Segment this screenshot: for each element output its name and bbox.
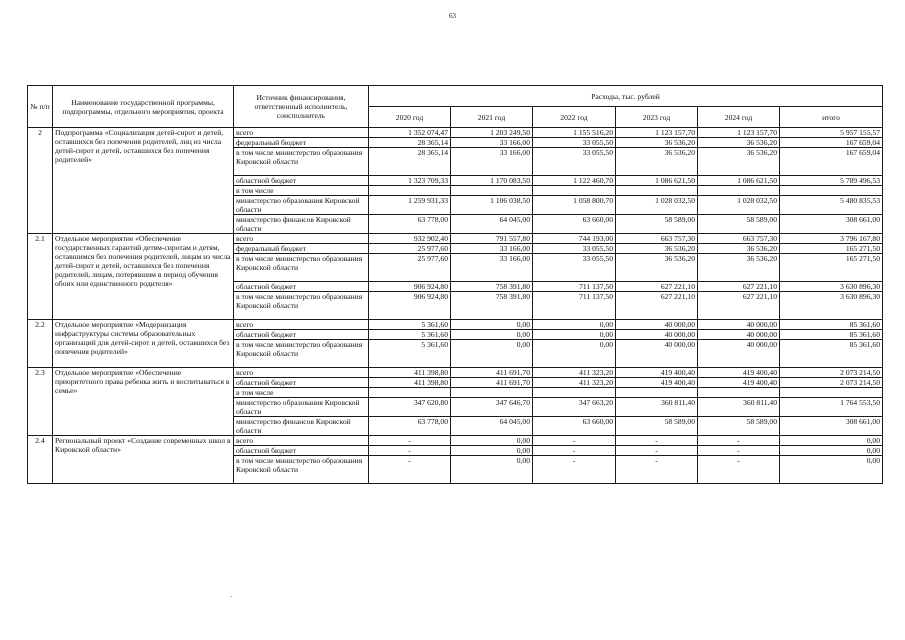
amount-2022: 744 193,00 — [533, 234, 616, 244]
amount-total: 5 957 155,57 — [780, 128, 883, 138]
amount-2022: 33 055,50 — [533, 244, 616, 254]
table-row — [28, 128, 883, 138]
amount-total: 85 361,60 — [780, 330, 883, 340]
funding-source: в том числе министерство образования Кировской области — [234, 340, 369, 368]
funding-source: федеральный бюджет — [234, 138, 369, 148]
amount-total: 85 361,60 — [780, 320, 883, 330]
amount-2020: 1 259 931,33 — [369, 196, 451, 215]
amount-2023: 36 536,20 — [616, 148, 698, 176]
funding-source: областной бюджет — [234, 330, 369, 340]
amount-2021: 1 203 249,50 — [451, 128, 533, 138]
table-body — [28, 128, 883, 484]
amount-2022: 33 055,50 — [533, 254, 616, 282]
funding-source: областной бюджет — [234, 282, 369, 292]
amount-2020: 25 977,60 — [369, 244, 451, 254]
amount-2024 — [698, 388, 780, 398]
amount-2024: 1 028 032,50 — [698, 196, 780, 215]
amount-2023: 663 757,30 — [616, 234, 698, 244]
amount-total: 165 271,50 — [780, 244, 883, 254]
amount-2023: - — [616, 436, 698, 446]
amount-2020: 63 778,00 — [369, 417, 451, 436]
amount-2024: 36 536,20 — [698, 148, 780, 176]
amount-2020: 411 398,80 — [369, 368, 451, 378]
page-number: 63 — [449, 12, 456, 20]
amount-2023: 36 536,20 — [616, 254, 698, 282]
table-row — [28, 368, 883, 378]
amount-total: 3 630 896,30 — [780, 282, 883, 292]
amount-2023: 40 000,00 — [616, 340, 698, 368]
header-year-2022: 2022 год — [533, 107, 616, 128]
section-name: Региональный проект «Создание современных школ в Кировской области» — [53, 436, 234, 484]
amount-2024: 419 400,40 — [698, 368, 780, 378]
amount-2024: 58 589,00 — [698, 215, 780, 234]
amount-2023 — [616, 388, 698, 398]
amount-total: 1 764 553,50 — [780, 398, 883, 417]
amount-2024: 40 000,00 — [698, 340, 780, 368]
amount-2021: 64 045,00 — [451, 417, 533, 436]
amount-2021: 0,00 — [451, 456, 533, 484]
scan-mark: · — [230, 593, 233, 601]
amount-total: 0,00 — [780, 446, 883, 456]
amount-2022: 33 055,50 — [533, 148, 616, 176]
amount-2020: - — [369, 446, 451, 456]
amount-2022: 63 660,00 — [533, 215, 616, 234]
amount-2020: 1 352 074,47 — [369, 128, 451, 138]
header-expenses: Расходы, тыс. рублей — [369, 86, 883, 107]
amount-2020: 1 323 709,33 — [369, 176, 451, 186]
amount-2022: 711 137,50 — [533, 292, 616, 320]
section-number: 2.2 — [28, 320, 53, 368]
funding-source: в том числе министерство образования Кировской области — [234, 254, 369, 282]
amount-2021 — [451, 388, 533, 398]
amount-2024: 58 589,00 — [698, 417, 780, 436]
amount-2021: 758 391,80 — [451, 292, 533, 320]
amount-2021: 0,00 — [451, 330, 533, 340]
header-total: итого — [780, 107, 883, 128]
amount-2020: 28 365,14 — [369, 148, 451, 176]
funding-source: областной бюджет — [234, 378, 369, 388]
funding-source: всего — [234, 320, 369, 330]
amount-2020: 906 924,80 — [369, 292, 451, 320]
amount-2022: - — [533, 446, 616, 456]
amount-2021: 64 045,00 — [451, 215, 533, 234]
funding-source: министерство финансов Кировской области — [234, 417, 369, 436]
amount-total — [780, 388, 883, 398]
amount-2024: 40 000,00 — [698, 330, 780, 340]
amount-2023 — [616, 186, 698, 196]
funding-source: в том числе министерство образования Кировской области — [234, 292, 369, 320]
section-number: 2.3 — [28, 368, 53, 436]
header-year-2023: 2023 год — [616, 107, 698, 128]
amount-total: 0,00 — [780, 456, 883, 484]
amount-total: 2 073 214,50 — [780, 378, 883, 388]
funding-source: всего — [234, 234, 369, 244]
amount-2020: 906 924,80 — [369, 282, 451, 292]
funding-source: областной бюджет — [234, 176, 369, 186]
amount-2024: 360 811,40 — [698, 398, 780, 417]
amount-2020: 5 361,60 — [369, 330, 451, 340]
amount-total: 2 073 214,50 — [780, 368, 883, 378]
amount-2023: - — [616, 456, 698, 484]
amount-2024: - — [698, 446, 780, 456]
amount-total: 167 659,04 — [780, 148, 883, 176]
amount-2021: 33 166,00 — [451, 138, 533, 148]
amount-2021: 1 170 083,50 — [451, 176, 533, 186]
header-name: Наименование государственной программы, подпрограммы, отдельного мероприятия, проекта — [53, 86, 234, 128]
amount-2023: 1 028 032,50 — [616, 196, 698, 215]
amount-2021: 347 646,70 — [451, 398, 533, 417]
amount-2024: 36 536,20 — [698, 254, 780, 282]
table-row — [28, 234, 883, 244]
amount-2021: 1 106 038,50 — [451, 196, 533, 215]
amount-2020 — [369, 388, 451, 398]
amount-total: 3 630 896,30 — [780, 292, 883, 320]
amount-2023: 627 221,10 — [616, 292, 698, 320]
header-year-2020: 2020 год — [369, 107, 451, 128]
amount-2020: 63 778,00 — [369, 215, 451, 234]
funding-source: областной бюджет — [234, 446, 369, 456]
amount-2023: 58 589,00 — [616, 215, 698, 234]
section-name: Отдельное мероприятие «Обеспечение приоритетного права ребенка жить и воспитываться в семье» — [53, 368, 234, 436]
amount-2022: 711 137,50 — [533, 282, 616, 292]
amount-2021: 0,00 — [451, 436, 533, 446]
section-name: Отдельное мероприятие «Модернизация инфраструктуры системы образовательных организаций для детей-сирот и детей, оставшихся без попечения родителей» — [53, 320, 234, 368]
amount-2021: 33 166,00 — [451, 148, 533, 176]
amount-2022: 411 323,20 — [533, 378, 616, 388]
amount-2021: 33 166,00 — [451, 254, 533, 282]
section-number: 2.1 — [28, 234, 53, 320]
amount-2023: 419 400,40 — [616, 368, 698, 378]
amount-2022: 63 660,00 — [533, 417, 616, 436]
amount-2024: 627 221,10 — [698, 292, 780, 320]
amount-2024: - — [698, 456, 780, 484]
funding-source: в том числе — [234, 186, 369, 196]
amount-2022: 411 323,20 — [533, 368, 616, 378]
amount-2022: 347 663,20 — [533, 398, 616, 417]
amount-2024: 36 536,20 — [698, 244, 780, 254]
section-name: Подпрограмма «Социализация детей-сирот и детей, оставшихся без попечения родителей, лиц из числа детей-сирот и детей, оставшихся без попечения родителей» — [53, 128, 234, 234]
amount-2023: 36 536,20 — [616, 244, 698, 254]
expenses-table — [27, 85, 883, 484]
amount-total: 3 796 167,80 — [780, 234, 883, 244]
amount-2020: 5 361,60 — [369, 340, 451, 368]
amount-2020: 5 361,60 — [369, 320, 451, 330]
amount-2020: 28 365,14 — [369, 138, 451, 148]
table-row — [28, 436, 883, 446]
amount-2020: 25 977,60 — [369, 254, 451, 282]
amount-2020 — [369, 186, 451, 196]
amount-2021: 33 166,00 — [451, 244, 533, 254]
amount-2020: - — [369, 436, 451, 446]
amount-total: 0,00 — [780, 436, 883, 446]
amount-2024: 419 400,40 — [698, 378, 780, 388]
amount-2023: - — [616, 446, 698, 456]
amount-2020: 932 902,40 — [369, 234, 451, 244]
amount-total: 308 661,00 — [780, 417, 883, 436]
amount-2024: 36 536,20 — [698, 138, 780, 148]
funding-source: министерство образования Кировской области — [234, 398, 369, 417]
amount-2024: 627 221,10 — [698, 282, 780, 292]
amount-2022: 0,00 — [533, 320, 616, 330]
amount-2021: 758 391,80 — [451, 282, 533, 292]
amount-2021 — [451, 186, 533, 196]
funding-source: министерство финансов Кировской области — [234, 215, 369, 234]
amount-2021: 0,00 — [451, 340, 533, 368]
funding-source: всего — [234, 128, 369, 138]
funding-source: в том числе — [234, 388, 369, 398]
amount-2024: 1 123 157,70 — [698, 128, 780, 138]
amount-total: 167 659,04 — [780, 138, 883, 148]
amount-total: 5 789 496,53 — [780, 176, 883, 186]
amount-total: 165 271,50 — [780, 254, 883, 282]
funding-source: в том числе министерство образования Кировской области — [234, 456, 369, 484]
funding-source: в том числе министерство образования Кировской области — [234, 148, 369, 176]
amount-2024 — [698, 186, 780, 196]
amount-2023: 58 589,00 — [616, 417, 698, 436]
amount-2022: 33 055,50 — [533, 138, 616, 148]
header-year-2021: 2021 год — [451, 107, 533, 128]
funding-source: всего — [234, 368, 369, 378]
amount-2024: 663 757,30 — [698, 234, 780, 244]
amount-2022: 0,00 — [533, 340, 616, 368]
section-number: 2 — [28, 128, 53, 234]
table-row — [28, 320, 883, 330]
funding-source: министерство образования Кировской области — [234, 196, 369, 215]
amount-total — [780, 186, 883, 196]
amount-2022: - — [533, 436, 616, 446]
amount-2023: 1 086 621,50 — [616, 176, 698, 186]
amount-2023: 419 400,40 — [616, 378, 698, 388]
header-year-2024: 2024 год — [698, 107, 780, 128]
amount-2023: 627 221,10 — [616, 282, 698, 292]
amount-2020: 347 620,80 — [369, 398, 451, 417]
amount-2022 — [533, 388, 616, 398]
amount-2023: 40 000,00 — [616, 330, 698, 340]
amount-2023: 40 000,00 — [616, 320, 698, 330]
amount-total: 308 661,00 — [780, 215, 883, 234]
amount-2022: - — [533, 456, 616, 484]
amount-2022: 1 122 460,70 — [533, 176, 616, 186]
amount-2022 — [533, 186, 616, 196]
header-no: № п/п — [28, 86, 53, 128]
amount-total: 85 361,60 — [780, 340, 883, 368]
amount-2024: 40 000,00 — [698, 320, 780, 330]
amount-2020: - — [369, 456, 451, 484]
funding-source: всего — [234, 436, 369, 446]
amount-2023: 360 811,40 — [616, 398, 698, 417]
funding-source: федеральный бюджет — [234, 244, 369, 254]
amount-2021: 0,00 — [451, 446, 533, 456]
section-number: 2.4 — [28, 436, 53, 484]
amount-2021: 791 557,80 — [451, 234, 533, 244]
amount-total: 5 480 835,53 — [780, 196, 883, 215]
amount-2021: 411 691,70 — [451, 368, 533, 378]
amount-2024: - — [698, 436, 780, 446]
amount-2022: 1 155 516,20 — [533, 128, 616, 138]
amount-2022: 0,00 — [533, 330, 616, 340]
amount-2020: 411 398,80 — [369, 378, 451, 388]
header-source: Источник финансирования, ответственный исполнитель, соисполнитель — [234, 86, 369, 128]
amount-2024: 1 086 621,50 — [698, 176, 780, 186]
amount-2021: 411 691,70 — [451, 378, 533, 388]
amount-2023: 1 123 157,70 — [616, 128, 698, 138]
section-name: Отдельное мероприятие «Обеспечение государственных гарантий детям-сиротам и детям, оставшимся без попечения родителей, лицам из числа детей-сирот и детей, оставшихся без попечения родителей, лицам, потерявшим в период обучения обоих или единственного родителя» — [53, 234, 234, 320]
amount-2022: 1 058 800,70 — [533, 196, 616, 215]
amount-2023: 36 536,20 — [616, 138, 698, 148]
amount-2021: 0,00 — [451, 320, 533, 330]
